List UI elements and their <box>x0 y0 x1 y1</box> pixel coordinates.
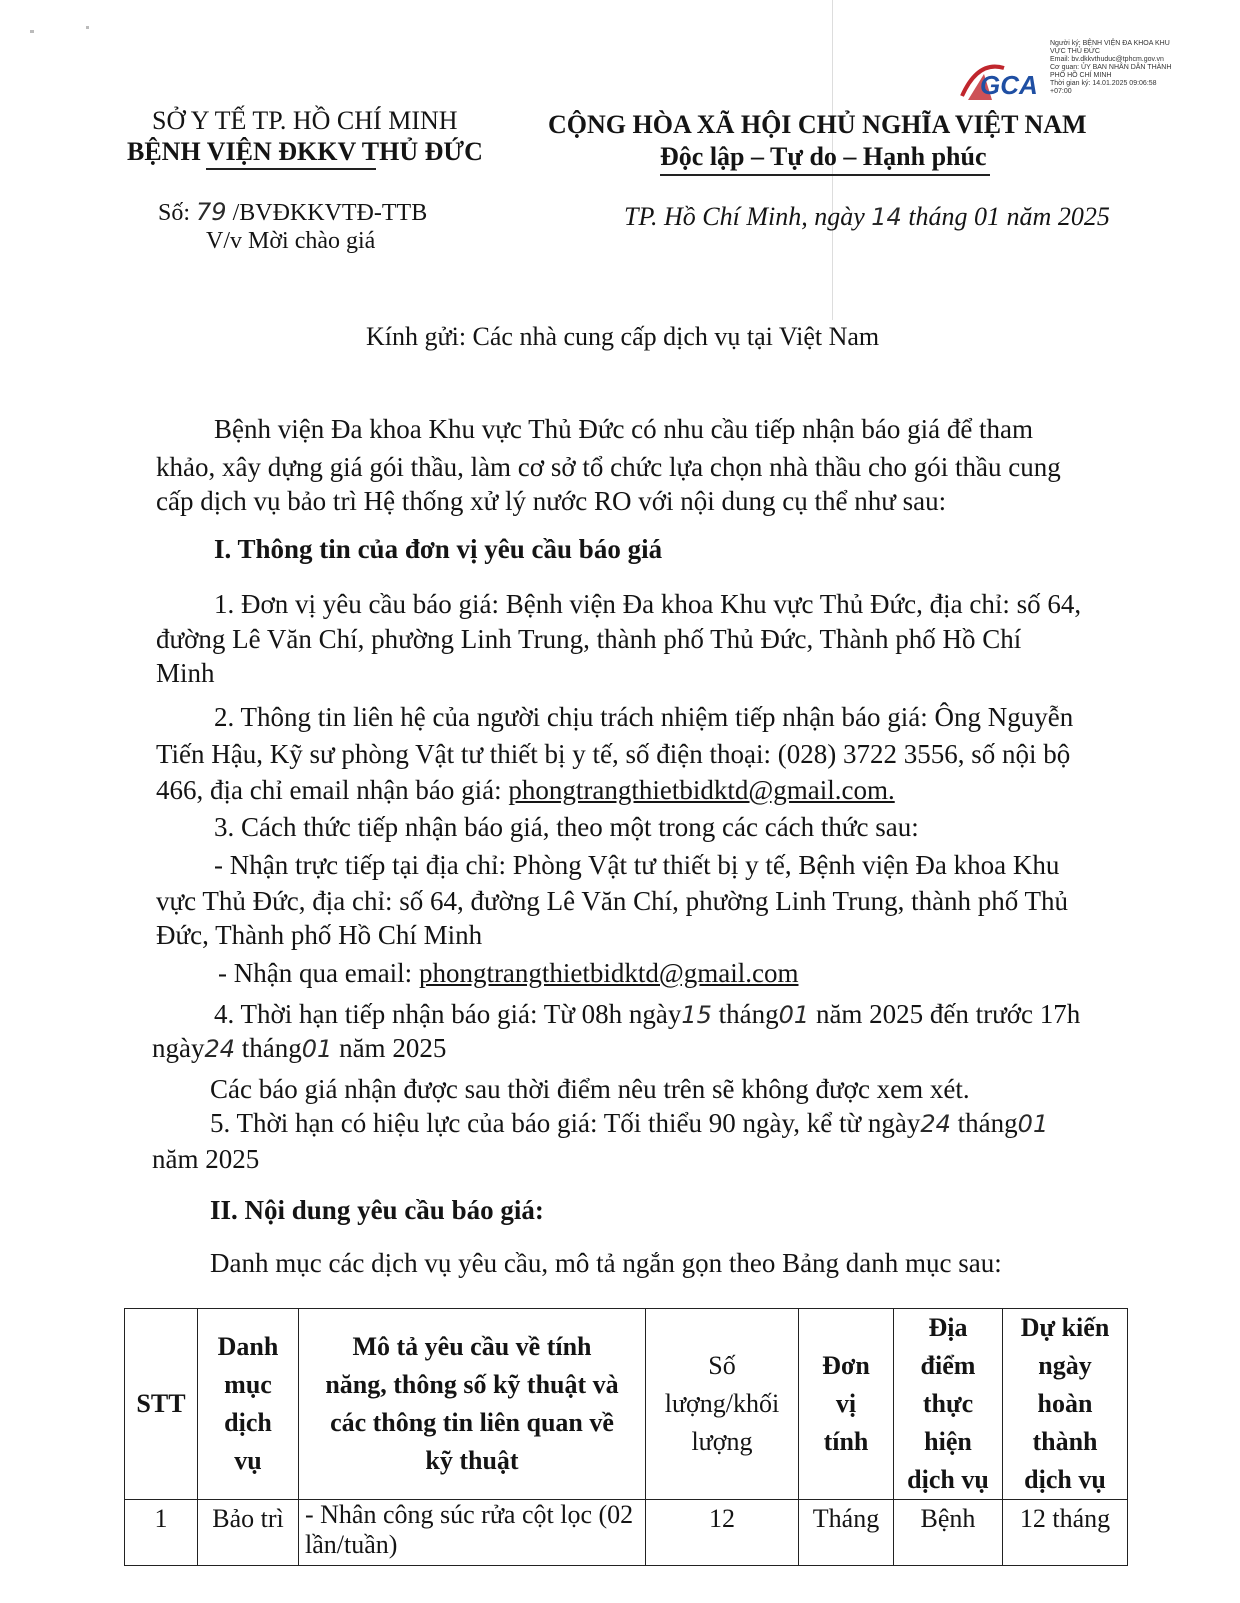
signature-line: Thời gian ký: 14.01.2025 09:06:58 +07:00 <box>1050 80 1157 95</box>
cell-location: Bệnh <box>894 1500 1003 1566</box>
item-3-line: Đức, Thành phố Hồ Chí Minh <box>156 920 483 950</box>
svg-text:GCA: GCA <box>980 70 1038 100</box>
email-link[interactable]: phongtrangthietbidktd@gmail.com <box>418 958 799 988</box>
header-text: hiện <box>924 1427 972 1456</box>
item-4-text: ngày <box>152 1033 205 1063</box>
signature-line: Người ký: BỆNH VIỆN ĐA KHOA KHU VỰC THỦ ĐỨC <box>1050 40 1170 55</box>
col-header-unit <box>799 1309 894 1500</box>
section-2-intro: Danh mục các dịch vụ yêu cầu, mô tả ngắn gọn theo Bảng danh mục sau: <box>210 1248 1002 1278</box>
header-text: Dự kiến <box>1020 1313 1110 1342</box>
item-5-text: tháng <box>957 1108 1018 1138</box>
national-title: CỘNG HÒA XÃ HỘI CHỦ NGHĨA VIỆT NAM <box>548 110 1087 139</box>
signature-details <box>1050 40 1180 96</box>
item-5-line <box>210 1108 1048 1139</box>
item-1-line: đường Lê Văn Chí, phường Linh Trung, thành phố Thủ Đức, Thành phố Hồ Chí <box>156 624 1022 654</box>
header-text: lượng/khối <box>664 1389 780 1418</box>
intro-line: Bệnh viện Đa khoa Khu vực Thủ Đức có nhu cầu tiếp nhận báo giá để tham <box>214 414 1034 444</box>
header-text: dịch vụ <box>907 1465 989 1494</box>
header-text: năng, thông số kỹ thuật và <box>325 1370 619 1399</box>
table-row <box>125 1500 1128 1566</box>
cell-quantity: 12 <box>646 1500 799 1566</box>
item-4-text: năm 2025 <box>339 1033 447 1063</box>
email-link[interactable]: phongtrangthietbidktd@gmail.com. <box>508 775 895 805</box>
item-4-line <box>214 999 1080 1030</box>
table-header-row <box>125 1309 1128 1500</box>
item-2-line: Tiến Hậu, Kỹ sư phòng Vật tư thiết bị y tế, số điện thoại: (028) 3722 3556, số nội bộ <box>156 739 1071 769</box>
handwritten-month: 01 <box>1017 1110 1049 1138</box>
document-date <box>624 202 1110 232</box>
cell-stt: 1 <box>125 1500 198 1566</box>
document-number <box>158 198 427 227</box>
header-text: mục <box>224 1370 272 1399</box>
item-3-line: 3. Cách thức tiếp nhận báo giá, theo một trong các cách thức sau: <box>214 812 919 842</box>
header-text: vụ <box>234 1446 262 1475</box>
cell-service: Bảo trì <box>198 1500 299 1566</box>
handwritten-day: 24 <box>920 1110 951 1138</box>
header-text: lượng <box>691 1427 753 1456</box>
header-text: thực <box>922 1389 974 1418</box>
handwritten-month: 01 <box>301 1035 333 1063</box>
header-text: kỹ thuật <box>425 1446 519 1475</box>
handwritten-day: 15 <box>681 1001 712 1029</box>
intro-line: cấp dịch vụ bảo trì Hệ thống xử lý nước RO với nội dung cụ thể như sau: <box>156 486 947 516</box>
cell-unit: Tháng <box>799 1500 894 1566</box>
item-4-text: 4. Thời hạn tiếp nhận báo giá: Từ 08h ngày <box>214 999 682 1029</box>
header-text: Đơn <box>822 1351 870 1380</box>
item-4-note: Các báo giá nhận được sau thời điểm nêu trên sẽ không được xem xét. <box>210 1074 970 1104</box>
item-3-line: vực Thủ Đức, địa chỉ: số 64, đường Lê Văn Chí, phường Linh Trung, thành phố Thủ <box>156 886 1069 916</box>
date-day-handwritten: 14 <box>871 203 902 231</box>
scan-speck <box>86 26 89 29</box>
header-text: Số <box>708 1351 736 1380</box>
header-text: tính <box>823 1427 869 1456</box>
doc-no-prefix: Số: <box>158 200 191 226</box>
header-text: Mô tả yêu cầu về tính <box>352 1332 592 1361</box>
header-text: Danh <box>217 1332 279 1361</box>
item-3-line: - Nhận trực tiếp tại địa chỉ: Phòng Vật tư thiết bị y tế, Bệnh viện Đa khoa Khu <box>214 850 1060 880</box>
recipient-line: Kính gửi: Các nhà cung cấp dịch vụ tại Việt Nam <box>366 322 880 351</box>
col-header-quantity <box>646 1309 799 1500</box>
item-4-text: tháng <box>241 1033 302 1063</box>
services-table <box>124 1308 1128 1566</box>
national-motto: Độc lập – Tự do – Hạnh phúc <box>660 142 987 171</box>
signature-line: Cơ quan: ỦY BAN NHÂN DÂN THÀNH PHỐ HỒ CHÍ MINH <box>1050 64 1172 79</box>
header-text: vị <box>835 1389 857 1418</box>
signature-line: Email: bv.dkkvthuduc@tphcm.gov.vn <box>1050 56 1164 63</box>
section-2-title: II. Nội dung yêu cầu báo giá: <box>210 1195 544 1225</box>
handwritten-day: 24 <box>204 1035 236 1063</box>
doc-no-handwritten: 79 <box>196 198 227 226</box>
col-header-service <box>198 1309 299 1500</box>
item-4-line <box>152 1033 446 1064</box>
cell-completion: 12 tháng <box>1003 1500 1128 1566</box>
col-header-completion <box>1003 1309 1128 1500</box>
section-1-title: I. Thông tin của đơn vị yêu cầu báo giá <box>214 534 663 564</box>
header-text: hoàn <box>1037 1389 1093 1418</box>
item-4-text: năm 2025 đến trước 17h <box>815 999 1081 1029</box>
item-1-line: 1. Đơn vị yêu cầu báo giá: Bệnh viện Đa khoa Khu vực Thủ Đức, địa chỉ: số 64, <box>214 589 1082 619</box>
document-subject: V/v Mời chào giá <box>206 228 376 254</box>
item-5-text: 5. Thời hạn có hiệu lực của báo giá: Tối thiểu 90 ngày, kể từ ngày <box>210 1108 921 1138</box>
item-2-line <box>156 775 895 806</box>
agency-name: SỞ Y TẾ TP. HỒ CHÍ MINH <box>152 106 458 135</box>
hospital-name: BỆNH VIỆN ĐKKV THỦ ĐỨC <box>127 137 483 166</box>
hospital-name-underline <box>206 168 376 170</box>
header-text: các thông tin liên quan về <box>330 1408 614 1437</box>
header-text: dịch <box>224 1408 272 1437</box>
header-text: Địa <box>928 1313 968 1342</box>
intro-line: khảo, xây dựng giá gói thầu, làm cơ sở tổ chức lựa chọn nhà thầu cho gói thầu cung <box>156 452 1061 482</box>
item-5-line: năm 2025 <box>152 1144 260 1174</box>
item-3-line <box>218 958 799 989</box>
header-text: dịch vụ <box>1024 1465 1106 1494</box>
item-2-line: 2. Thông tin liên hệ của người chịu trách nhiệm tiếp nhận báo giá: Ông Nguyễn <box>214 702 1074 732</box>
item-4-text: tháng <box>718 999 779 1029</box>
col-header-stt <box>125 1309 198 1500</box>
col-header-location <box>894 1309 1003 1500</box>
item-2-email-prefix: 466, địa chỉ email nhận báo giá: <box>156 775 502 805</box>
col-header-description <box>299 1309 646 1500</box>
header-text: ngày <box>1038 1351 1092 1380</box>
date-suffix: tháng 01 năm 2025 <box>908 202 1110 231</box>
date-prefix: TP. Hồ Chí Minh, ngày <box>624 202 865 231</box>
item-3-email-prefix: - Nhận qua email: <box>218 958 413 988</box>
handwritten-month: 01 <box>778 1001 810 1029</box>
header-text: STT <box>136 1389 186 1418</box>
item-1-line: Minh <box>156 658 215 688</box>
header-text: điểm <box>920 1351 976 1380</box>
motto-underline <box>660 174 990 176</box>
vgca-logo-icon <box>958 56 1058 116</box>
scan-speck <box>30 30 34 33</box>
cell-description: - Nhân công súc rửa cột lọc (02 lần/tuần) <box>299 1500 646 1566</box>
header-text: thành <box>1032 1427 1098 1456</box>
doc-no-suffix: /BVĐKKVTĐ-TTB <box>232 200 428 226</box>
